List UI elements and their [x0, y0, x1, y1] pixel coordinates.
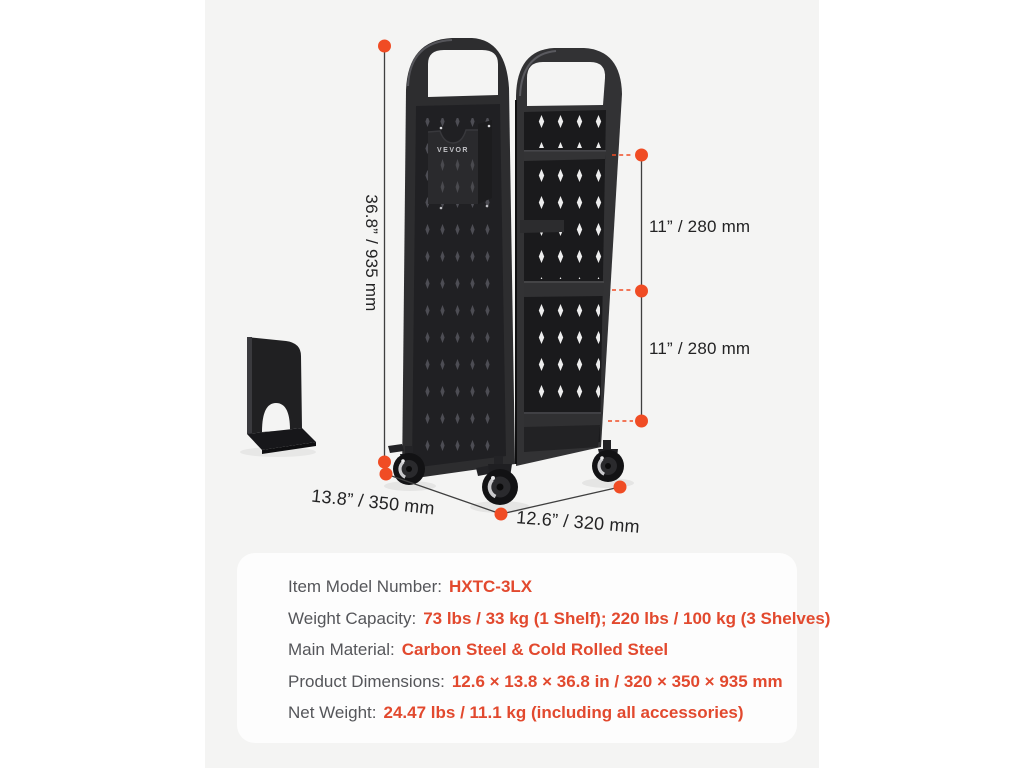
spec-row-model [288, 571, 779, 603]
bookend [247, 337, 316, 454]
spec-label: Net Weight: [288, 703, 377, 723]
spec-label: Main Material: [288, 640, 395, 660]
spec-row-weight-capacity [288, 603, 831, 635]
brake-pedal [388, 444, 404, 453]
spec-panel [237, 553, 831, 743]
spec-value: 24.47 lbs / 11.1 kg (including all accessories) [383, 703, 744, 723]
dimension-label-depth: 13.8” / 350 mm [310, 485, 436, 519]
cart-front-panel [402, 38, 515, 480]
spec-row-dimensions [288, 666, 783, 698]
screw [440, 207, 443, 210]
dimension-label-lower-shelf-gap: 11” / 280 mm [649, 339, 751, 358]
spec-label: Item Model Number: [288, 577, 442, 596]
shelf-bottom [524, 412, 601, 452]
step-shelf [520, 220, 564, 233]
front-handle-opening [428, 50, 498, 97]
spec-value: Carbon Steel & Cold Rolled Steel [401, 640, 669, 660]
dimension-label-upper-shelf-gap: 11” / 280 mm [649, 217, 751, 236]
spec-value: 73 lbs / 33 kg (1 Shelf); 220 lbs / 100 kg (3 Shelves) [423, 608, 831, 628]
spec-row-net-weight [288, 697, 779, 729]
spec-value: HXTC-3LX [449, 577, 533, 596]
screw [486, 205, 489, 208]
spec-label: Weight Capacity: [288, 608, 417, 628]
cart-side-panel [516, 48, 622, 466]
dimension-label-height: 36.8” / 935 mm [362, 194, 381, 312]
brand-logo: VEVOR [436, 147, 469, 154]
spec-value: 12.6 × 13.8 × 36.8 in / 320 × 350 × 935 mm [451, 671, 783, 691]
side-handle-opening [527, 62, 605, 106]
dimension-label-width: 12.6” / 320 mm [515, 507, 641, 537]
shelf-middle [524, 281, 604, 297]
spec-row-material [288, 634, 779, 666]
screw [488, 125, 491, 128]
screw [440, 127, 443, 130]
spec-label: Product Dimensions: [288, 671, 445, 691]
